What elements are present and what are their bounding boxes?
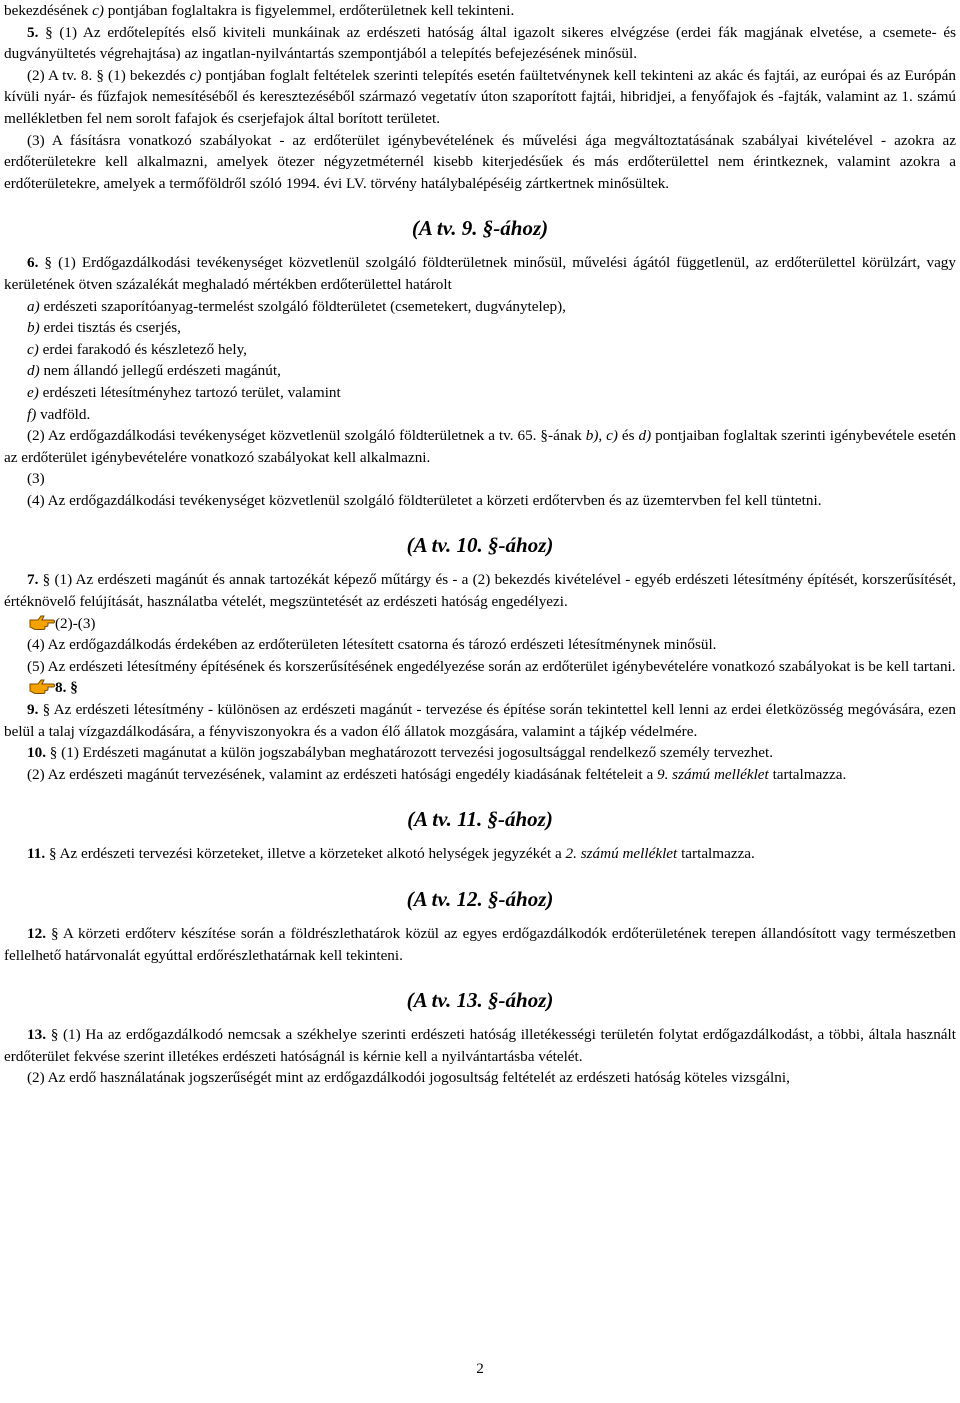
section-5-paragraph-3 [4,130,956,195]
pointing-hand-icon[interactable] [29,614,55,631]
text-run: 9. számú melléklet [656,765,769,783]
section-13-paragraph-2: (2) Az erdő használatának jogszerűségét mint az erdőgazdálkodói jogosultság feltételét az erdészeti hatóság köteles vizsgálni, [27,1069,790,1087]
section-7-paragraph-5: (5) Az erdészeti létesítmény építésének és korszerűsítésének engedélyezése során az erdőterület igénybevételére vonatkozó szabályokat is be kell tartani. [27,657,956,675]
section-10-paragraph-2 [4,764,956,786]
section-6-paragraph-3: (3) [27,470,45,488]
section-number: 8. § [55,679,78,697]
section-6-paragraph-2 [4,425,956,468]
section-6-list [4,296,956,426]
section-6-paragraph-4: (4) Az erdőgazdálkodási tevékenységet közvetlenül szolgáló földterületet a körzeti erdőtervben és az üzemtervben fel kell tüntetni. [27,491,822,509]
list-item-text: erdei tisztás és cserjés, [39,319,181,337]
section-7-paragraph-2 [4,613,956,635]
section-number: 11. [27,845,46,863]
text-run: § (1) Erdőgazdálkodási tevékenységet közvetlenül szolgáló földterületnek minősül, művelési ágától függetlenül, az erdőterülettel körülzárt, vagy kerületének ötven százalékát meghaladó mértékben erdőterülettel határolt [4,254,956,293]
section-10-paragraph-1 [4,742,956,764]
list-item [4,382,956,404]
section-11-paragraph [4,843,956,865]
text-run: § Az erdészeti létesítmény - különösen az erdészeti magánút - tervezése és építése során tekintettel kell lenni az erdei életközösség megóvására, ezen belül a talaj vízgazdálkodására, a fényviszonyokra és a vadon élő állatok mozgására, valamint a tájkép védelmére. [4,701,956,740]
pointing-hand-icon[interactable] [29,678,55,695]
section-6-paragraph-1 [4,252,956,295]
list-item-label: b) [27,319,40,337]
text-run: (2) A tv. 8. § (1) bekezdés [27,66,190,84]
list-item-text: vadföld. [36,405,91,423]
list-item-text: erdei farakodó és készletező hely, [38,340,247,358]
list-item [4,296,956,318]
text-run: c) [189,66,202,84]
text-run: § Az erdészeti tervezési körzeteket, illetve a körzeteket alkotó helységek jegyzékét a [45,845,566,863]
text-run: (2) Az erdőgazdálkodási tevékenységet közvetlenül szolgáló földterületnek a tv. 65. §-ának [27,427,586,445]
text-run: pontjában foglaltakra is figyelemmel, erdőterületnek kell tekinteni. [103,2,515,19]
text-run: b), c) [585,427,618,445]
text-run: tartalmazza. [768,765,847,783]
section-number: 12. [27,925,46,942]
heading-tv-12: (A tv. 12. §-ához) [406,887,554,911]
section-number: 9. [27,701,39,719]
list-item-label: d) [27,362,40,380]
section-number: 10. [27,744,46,762]
section-8-paragraph [4,677,956,699]
list-item-label: f) [27,405,37,423]
text-run: § (1) Erdészeti magánutat a külön jogszabályban meghatározott tervezési jogosultsággal rendelkező személy tervezhet. [45,744,774,762]
section-12-paragraph [4,923,956,966]
list-item-label: c) [27,340,39,358]
section-7-paragraph-4: (4) Az erdőgazdálkodás érdekében az erdőterületen létesített csatorna és tározó erdészeti létesítménynek minősül. [27,636,717,654]
text-run: bekezdésének [4,2,93,19]
text-run: tartalmazza. [677,845,755,863]
text-run: § A körzeti erdőterv készítése során a földrészlethatárok közül az egyes erdőgazdálkodók erdőterületének terepen állandósított vagy természetben fellelhető határvonalát egyúttal erdőrészlethatárnak kell tekinteni. [4,925,956,964]
section-number: 13. [27,1026,46,1044]
text-run: pontjában foglalt feltételek szerinti telepítés esetén faültetvénynek kell tekinteni az akác és fajtái, az európai és az Európán kívüli nyár- és fűzfajok nemesítéséből és keresztezéséből származó vegetatív úton szaporított fajtái, hibridjei, a fenyőfajok és -fajták, valamint az 1. számú mellékletben fel nem sorolt fafajok és cserjefajok által borított területet. [4,66,956,127]
list-item [4,317,956,339]
text-run: § (1) Az erdészeti magánút és annak tartozékát képező műtárgy és - a (2) bekezdés kivételével - egyéb erdészeti létesítmény építését, korszerűsítését, értéknövelő felújítását, használatba vételét, megszüntetését az erdészeti hatóság engedélyezi. [4,571,956,611]
text-run: pontjaiban foglaltak szerinti igénybevétele esetén az erdőterület igénybevételére vonatkozó szabályokat kell alkalmazni. [4,427,957,466]
text-run: (3) A fásításra vonatkozó szabályokat - az erdőterület igénybevételének és művelési ága megváltoztatásának szabályai kivételével - azokra az erdőterületekre kell alkalmazni, amelyek ötezer négyzetméternél kisebb kiterjedésűek és más erdőterülettel nem érintkeznek, valamint azokra a erdőterületekre, amelyek a termőföldről szóló 1994. évi LV. törvény hatálybalépéséig zártkertnek minősültek. [4,131,956,192]
text-run: § (1) Az erdőtelepítés első kiviteli munkáinak az erdészeti hatóság által igazolt sikeres elvégzése (erdei fák magjának elvetése, a csemete- és dugványültetés végrehajtása) az ingatlan-nyilvántartás szempontjából a telepítés befejezésének minősül. [4,23,956,63]
list-item-text: erdészeti szaporítóanyag-termelést szolgáló földterületet (csemetekert, dugványtelep), [39,297,566,315]
document-page [4,0,956,1089]
list-item-label: a) [27,297,40,315]
heading-tv-10: (A tv. 10. §-ához) [406,533,554,558]
heading-tv-13: (A tv. 13. §-ához) [406,988,554,1013]
list-item [4,360,956,382]
section-5-paragraph-1 [4,22,956,65]
text-run: c) [92,2,104,19]
section-9-paragraph [4,699,956,742]
section-number: 6. [27,254,39,272]
list-item [4,404,956,426]
heading-tv-9: (A tv. 9. §-ához) [411,216,549,241]
section-13-paragraph-1 [4,1024,956,1067]
section-7-paragraph-1 [4,569,956,612]
text-run: 2. számú melléklet [565,845,678,863]
page-number: 2 [476,1360,484,1377]
text-run: (2) Az erdészeti magánút tervezésének, valamint az erdészeti hatósági engedély kiadásának feltételeit a [27,765,657,783]
text-run: és [617,427,639,445]
list-item-label: e) [27,383,39,401]
list-item-text: nem állandó jellegű erdészeti magánút, [39,362,281,380]
section-number: 7. [27,571,39,589]
text-run: d) [638,427,652,445]
text-run: (2)-(3) [55,614,96,632]
section-5-paragraph-2 [4,65,956,130]
heading-tv-11: (A tv. 11. §-ához) [407,807,553,832]
section-number: 5. [27,23,39,41]
text-run: § (1) Ha az erdőgazdálkodó nemcsak a székhelye szerinti erdészeti hatóság illetékességi területén folytat erdőgazdálkodást, a többi, általa használt erdőterület fekvése szerint illetékes erdészeti hatóságnál is kérnie kell a nyilvántartásba vételét. [4,1026,956,1065]
paragraph-continuation [4,0,956,22]
list-item [4,339,956,361]
list-item-text: erdészeti létesítményhez tartozó terület, valamint [38,383,341,401]
